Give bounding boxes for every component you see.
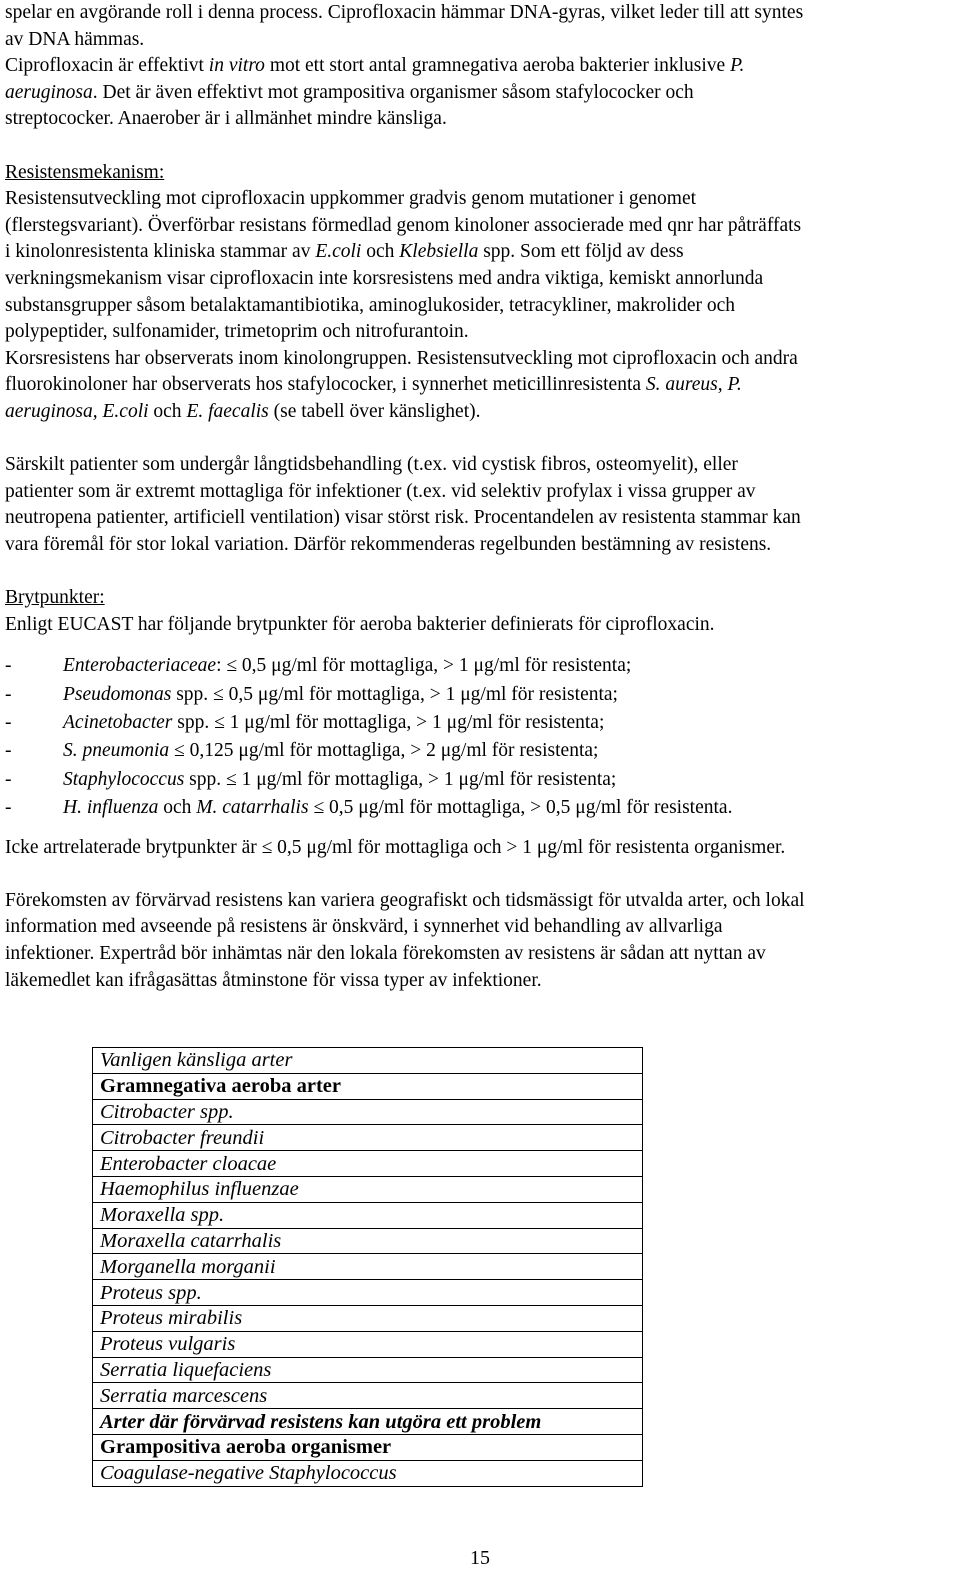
table-cell: Morganella morganii: [93, 1254, 643, 1280]
text-line: Särskilt patienter som undergår långtidsbehandling (t.ex. vid cystisk fibros, osteomyelit), eller: [5, 454, 738, 476]
table-row: [93, 1176, 643, 1202]
table-row: [93, 1099, 643, 1125]
text-line: streptococker. Anaerober är i allmänhet mindre känsliga.: [5, 108, 447, 130]
table-cell: Proteus spp.: [93, 1280, 643, 1306]
table-row: [93, 1202, 643, 1228]
text-line: aeruginosa, E.coli och E. faecalis (se tabell över känslighet).: [5, 400, 481, 422]
text-line: infektioner. Expertråd bör inhämtas när den lokala förekomsten av resistens är sådan att nyttan av: [5, 942, 766, 964]
table-cell: Coagulase-negative Staphylococcus: [93, 1460, 643, 1486]
breakpoint-item: - H. influenza och M. catarrhalis ≤ 0,5 μg/ml för mottagliga, > 0,5 μg/ml för resistenta.: [5, 797, 733, 819]
breakpoint-item: - Acinetobacter spp. ≤ 1 μg/ml för mottagliga, > 1 μg/ml för resistenta;: [5, 712, 605, 734]
susceptibility-table: [92, 1047, 643, 1487]
text-line: neutropena patienter, artificiell ventilation) visar störst risk. Procentandelen av resistenta stammar kan: [5, 507, 801, 529]
text-line: Förekomsten av förvärvad resistens kan variera geografiskt och tidsmässigt för utvalda arter, och lokal: [5, 889, 805, 911]
table-cell: Gramnegativa aeroba arter: [93, 1073, 643, 1099]
table-row: [93, 1228, 643, 1254]
text-line: verkningsmekanism visar ciprofloxacin inte korsresistens med andra viktiga, kemiskt annorlunda: [5, 267, 764, 289]
table-row: [93, 1305, 643, 1331]
page-number: 15: [470, 1547, 490, 1569]
table-row: [93, 1460, 643, 1486]
breakpoint-item: - Pseudomonas spp. ≤ 0,5 μg/ml för mottagliga, > 1 μg/ml för resistenta;: [5, 683, 618, 705]
table-cell: Serratia liquefaciens: [93, 1357, 643, 1383]
table-row: [93, 1073, 643, 1099]
breakpoint-item: - Staphylococcus spp. ≤ 1 μg/ml för mottagliga, > 1 μg/ml för resistenta;: [5, 768, 617, 790]
document-page: [5, 0, 955, 994]
text-line: i kinolonresistenta kliniska stammar av E.coli och Klebsiella spp. Som ett följd av dess: [5, 241, 684, 263]
resistance-mechanism-section: [5, 160, 955, 426]
text-line: patienter som är extremt mottagliga för infektioner (t.ex. vid selektiv profylax i vissa grupper av: [5, 480, 756, 502]
table-row: [93, 1048, 643, 1074]
table-cell: Haemophilus influenzae: [93, 1176, 643, 1202]
text-line: Resistensutveckling mot ciprofloxacin uppkommer gradvis genom mutationer i genomet: [5, 188, 697, 210]
text-line: läkemedlet kan ifrågasättas åtminstone för vissa typer av infektioner.: [5, 969, 542, 991]
text-line: Ciprofloxacin är effektivt in vitro mot ett stort antal gramnegativa aeroba bakterier inklusive P.: [5, 55, 745, 77]
table-row: [93, 1357, 643, 1383]
table-row: [93, 1125, 643, 1151]
table-row: [93, 1409, 643, 1435]
breakpoint-item: - S. pneumonia ≤ 0,125 μg/ml för mottagliga, > 2 μg/ml för resistenta;: [5, 740, 599, 762]
prevalence-paragraph: [5, 888, 955, 994]
section-heading: Resistensmekanism:: [5, 161, 165, 183]
breakpoints-section: [5, 585, 955, 861]
table-cell: Proteus mirabilis: [93, 1305, 643, 1331]
table-row: [93, 1383, 643, 1409]
section-heading: Brytpunkter:: [5, 587, 105, 609]
table-cell: Enterobacter cloacae: [93, 1151, 643, 1177]
text-line: substansgrupper såsom betalaktamantibiotika, aminoglukosider, tetracykliner, makrolider och: [5, 294, 736, 316]
table-cell: Citrobacter freundii: [93, 1125, 643, 1151]
breakpoint-item: - Enterobacteriaceae: ≤ 0,5 μg/ml för mottagliga, > 1 μg/ml för resistenta;: [5, 655, 632, 677]
table-cell: Grampositiva aeroba organismer: [93, 1434, 643, 1460]
table-cell: Arter där förvärvad resistens kan utgöra ett problem: [93, 1409, 643, 1435]
table-cell: Vanligen känsliga arter: [93, 1048, 643, 1074]
table-cell: Serratia marcescens: [93, 1383, 643, 1409]
table-row: [93, 1331, 643, 1357]
table-row: [93, 1280, 643, 1306]
table-cell: Moraxella spp.: [93, 1202, 643, 1228]
risk-paragraph: [5, 452, 955, 558]
text-line: Korsresistens har observerats inom kinolongruppen. Resistensutveckling mot ciprofloxacin och andra: [5, 347, 798, 369]
table-cell: Proteus vulgaris: [93, 1331, 643, 1357]
text-line: information med avseende på resistens är önskvärd, i synnerhet vid behandling av allvarliga: [5, 916, 723, 938]
text-line: fluorokinoloner har observerats hos stafylococker, i synnerhet meticillinresistenta S. aureus, P.: [5, 374, 742, 396]
text-line: spelar en avgörande roll i denna process. Ciprofloxacin hämmar DNA-gyras, vilket leder till att syntes: [5, 2, 804, 23]
text-line: vara föremål för stor lokal variation. Därför rekommenderas regelbunden bestämning av resistens.: [5, 533, 772, 555]
table-cell: Citrobacter spp.: [93, 1099, 643, 1125]
text-line: Enligt EUCAST har följande brytpunkter för aeroba bakterier definierats för ciprofloxacin.: [5, 613, 715, 635]
table-cell: Moraxella catarrhalis: [93, 1228, 643, 1254]
text-line: Icke artrelaterade brytpunkter är ≤ 0,5 μg/ml för mottagliga och > 1 μg/ml för resistenta organismer.: [5, 836, 786, 858]
text-line: polypeptider, sulfonamider, trimetoprim och nitrofurantoin.: [5, 321, 469, 343]
text-line: aeruginosa. Det är även effektivt mot grampositiva organismer såsom stafylococker och: [5, 81, 694, 103]
table-row: [93, 1151, 643, 1177]
intro-paragraph: [5, 0, 955, 133]
table-row: [93, 1254, 643, 1280]
text-line: (flerstegsvariant). Överförbar resistans förmedlad genom kinoloner associerade med qnr har påträffats: [5, 214, 802, 236]
table-row: [93, 1434, 643, 1460]
text-line: av DNA hämmas.: [5, 28, 145, 50]
